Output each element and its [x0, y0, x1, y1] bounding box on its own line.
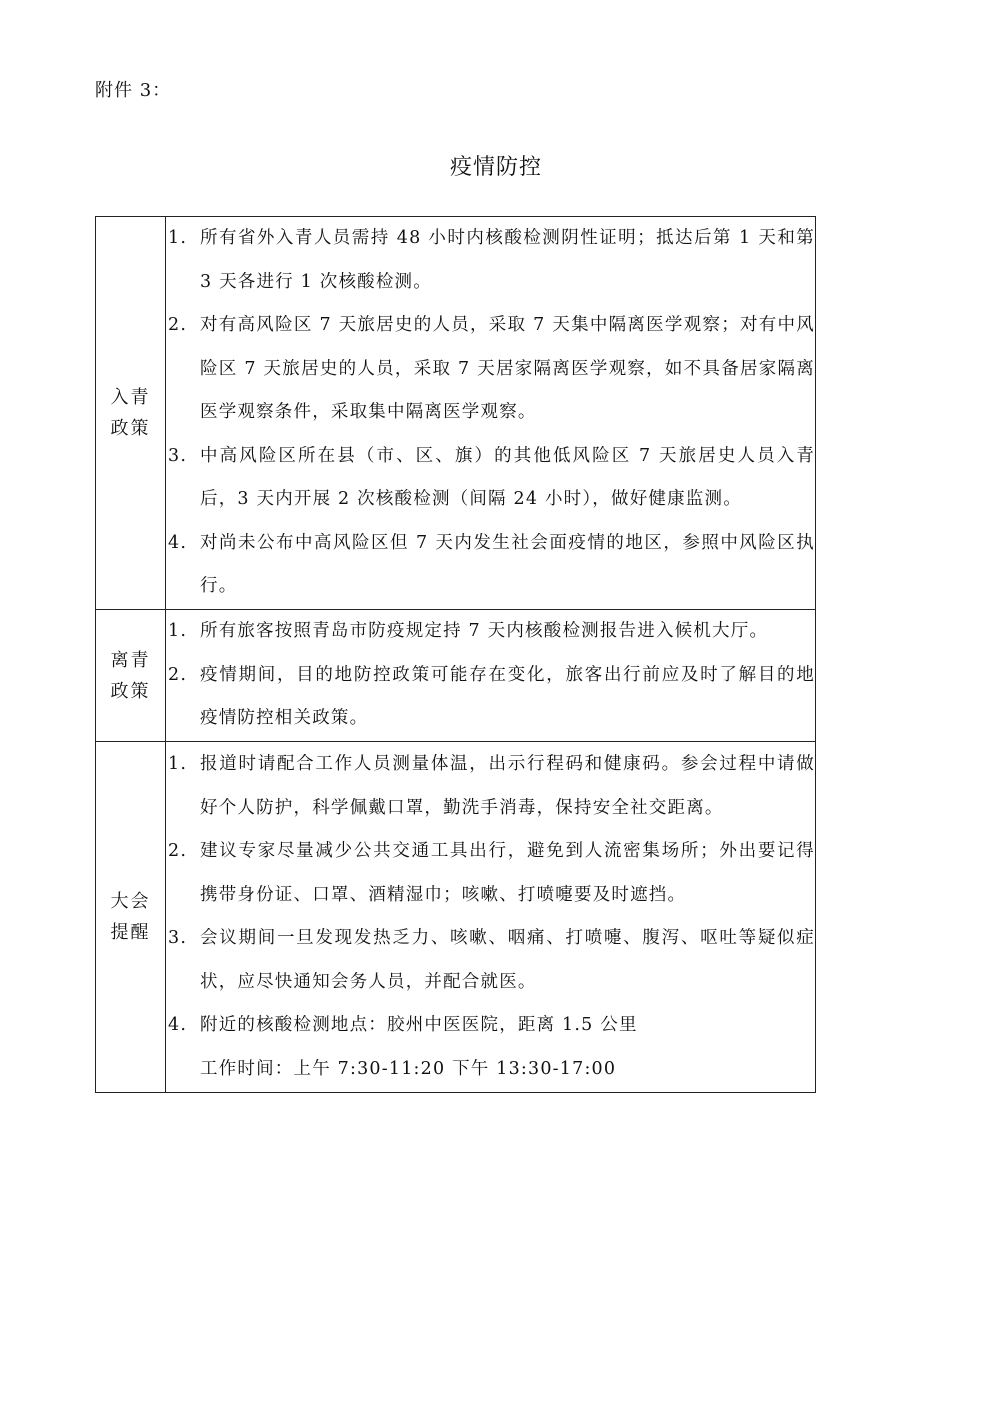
item-number: 1.	[168, 754, 188, 774]
list-item	[166, 1004, 815, 1091]
list-item	[166, 217, 815, 304]
list-item	[166, 435, 815, 522]
item-number: 4.	[168, 532, 188, 553]
section-label-cell	[96, 610, 166, 742]
list-item	[166, 522, 815, 609]
table-row-conference-reminder	[96, 742, 816, 1093]
section-label-cell	[96, 217, 166, 610]
section-label: 大会提醒	[110, 891, 151, 943]
item-number: 1.	[168, 621, 188, 642]
list-item	[166, 743, 815, 830]
item-text: 会议期间一旦发现发热乏力、咳嗽、咽痛、打喷嚏、腹泻、呕吐等疑似症状，应尽快通知会务人员，并配合就医。	[200, 928, 815, 992]
item-number: 1.	[168, 228, 188, 249]
section-content-cell	[166, 742, 816, 1093]
list-item	[166, 610, 815, 654]
item-text: 附近的核酸检测地点：胶州中医医院，距离 1.5 公里	[200, 1015, 638, 1035]
attachment-label: 附件 3：	[95, 80, 172, 101]
item-text: 所有旅客按照青岛市防疫规定持 7 天内核酸检测报告进入候机大厅。	[200, 621, 769, 642]
table-row-exit-policy	[96, 610, 816, 742]
item-number: 3.	[168, 928, 188, 948]
item-text: 疫情期间，目的地防控政策可能存在变化，旅客出行前应及时了解目的地疫情防控相关政策。	[200, 664, 815, 729]
item-text: 报道时请配合工作人员测量体温，出示行程码和健康码。参会过程中请做好个人防护，科学佩戴口罩，勤洗手消毒，保持安全社交距离。	[200, 754, 815, 818]
list-item	[166, 917, 815, 1004]
section-label: 离青政策	[110, 649, 151, 702]
list-item	[166, 654, 815, 741]
item-number: 2.	[168, 841, 188, 861]
document-title: 疫情防控	[449, 155, 542, 180]
list-item	[166, 304, 815, 435]
section-label-cell	[96, 742, 166, 1093]
section-label: 入青政策	[110, 387, 151, 439]
section-content-cell	[166, 217, 816, 610]
item-text: 对有高风险区 7 天旅居史的人员，采取 7 天集中隔离医学观察；对有中风险区 7 天旅居史的人员，采取 7 天居家隔离医学观察，如不具备居家隔离医学观察条件，采取集中隔离医学观察。	[200, 315, 815, 423]
list-item	[166, 830, 815, 917]
item-number: 2.	[168, 664, 188, 685]
item-number: 3.	[168, 445, 188, 466]
item-number: 2.	[168, 315, 188, 336]
item-text: 建议专家尽量减少公共交通工具出行，避免到人流密集场所；外出要记得携带身份证、口罩、酒精湿巾；咳嗽、打喷嚏要及时遮挡。	[200, 841, 815, 905]
section-content-cell	[166, 610, 816, 742]
testing-site-hours: 工作时间：上午 7:30-11:20 下午 13:30-17:00	[200, 1058, 617, 1079]
item-text: 对尚未公布中高风险区但 7 天内发生社会面疫情的地区，参照中风险区执行。	[200, 532, 815, 597]
table-row-entry-policy	[96, 217, 816, 610]
item-text: 中高风险区所在县（市、区、旗）的其他低风险区 7 天旅居史人员入青后，3 天内开展 2 次核酸检测（间隔 24 小时），做好健康监测。	[200, 445, 815, 510]
item-text: 所有省外入青人员需持 48 小时内核酸检测阴性证明；抵达后第 1 天和第 3 天各进行 1 次核酸检测。	[200, 228, 815, 292]
epidemic-policy-table	[95, 216, 816, 1093]
item-number: 4.	[168, 1015, 188, 1035]
